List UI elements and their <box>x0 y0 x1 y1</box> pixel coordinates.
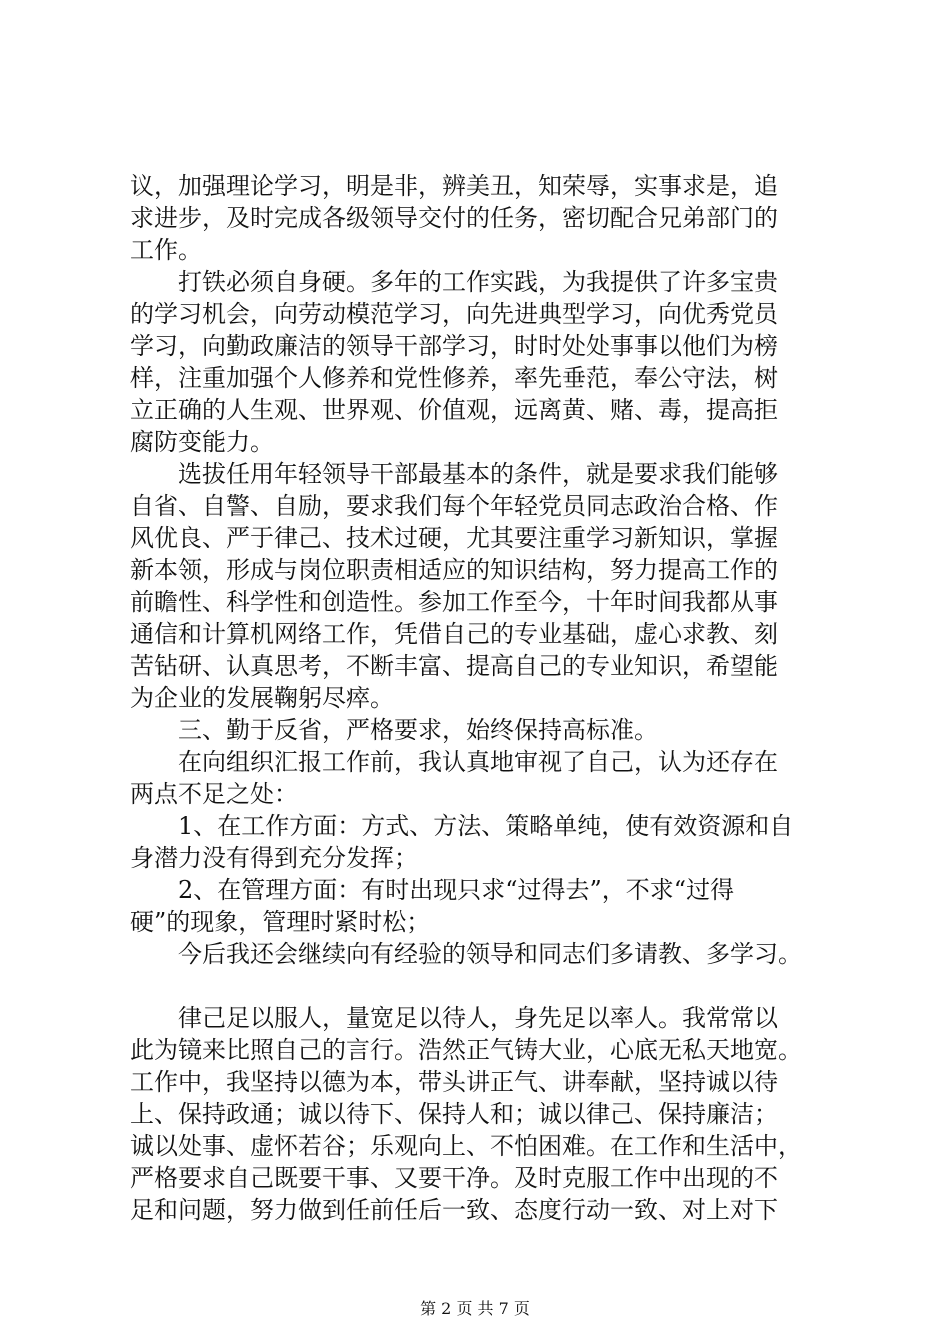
text-line: 身潜力没有得到充分发挥； <box>130 844 418 872</box>
text-line: 求进步，及时完成各级领导交付的任务，密切配合兄弟部门的 <box>130 204 778 232</box>
text-line: 工作。 <box>130 236 202 264</box>
text-line: 的学习机会，向劳动模范学习，向先进典型学习，向优秀党员 <box>130 300 778 328</box>
text-line: 工作中，我坚持以德为本，带头讲正气、讲奉献，坚持诚以待 <box>130 1068 778 1096</box>
text-line: 腐防变能力。 <box>130 428 274 456</box>
text-line: 前瞻性、科学性和创造性。参加工作至今，十年时间我都从事 <box>130 588 778 616</box>
text-line: 今后我还会继续向有经验的领导和同志们多请教、多学习。 <box>130 940 802 968</box>
text-line: 此为镜来比照自己的言行。浩然正气铸大业，心底无私天地宽。 <box>130 1036 802 1064</box>
text-line: 诚以处事、虚怀若谷；乐观向上、不怕困难。在工作和生活中， <box>130 1132 802 1160</box>
text-line: 足和问题，努力做到任前任后一致、态度行动一致、对上对下 <box>130 1196 778 1224</box>
page-number-footer: 第 2 页 共 7 页 <box>420 1299 530 1318</box>
text-line: 打铁必须自身硬。多年的工作实践，为我提供了许多宝贵 <box>130 268 778 296</box>
text-line: 苦钻研、认真思考，不断丰富、提高自己的专业知识，希望能 <box>130 652 778 680</box>
text-line: 新本领，形成与岗位职责相适应的知识结构，努力提高工作的 <box>130 556 778 584</box>
text-line: 选拔任用年轻领导干部最基本的条件，就是要求我们能够 <box>130 460 778 488</box>
body-text <box>130 170 845 1226</box>
text-line: 自省、自警、自励，要求我们每个年轻党员同志政治合格、作 <box>130 492 778 520</box>
text-line: 通信和计算机网络工作，凭借自己的专业基础，虚心求教、刻 <box>130 620 778 648</box>
text-line: 1、在工作方面：方式、方法、策略单纯，使有效资源和自 <box>130 812 794 840</box>
paragraph-gap <box>130 970 845 1002</box>
text-line: 三、勤于反省，严格要求，始终保持高标准。 <box>130 716 658 744</box>
text-line: 在向组织汇报工作前，我认真地审视了自己，认为还存在 <box>130 748 778 776</box>
text-line: 立正确的人生观、世界观、价值观，远离黄、赌、毒，提高拒 <box>130 396 778 424</box>
text-line: 硬”的现象，管理时紧时松； <box>130 908 431 936</box>
text-line: 严格要求自己既要干事、又要干净。及时克服工作中出现的不 <box>130 1164 778 1192</box>
text-line: 议，加强理论学习，明是非，辨美丑，知荣辱，实事求是，追 <box>130 172 778 200</box>
text-line: 2、在管理方面：有时出现只求“过得去”，不求“过得 <box>130 876 735 904</box>
text-line: 样，注重加强个人修养和党性修养，率先垂范，奉公守法，树 <box>130 364 778 392</box>
text-line: 学习，向勤政廉洁的领导干部学习，时时处处事事以他们为榜 <box>130 332 778 360</box>
text-line: 上、保持政通；诚以待下、保持人和；诚以律己、保持廉洁； <box>130 1100 778 1128</box>
text-line: 律己足以服人，量宽足以待人，身先足以率人。我常常以 <box>130 1004 778 1032</box>
text-line: 风优良、严于律己、技术过硬，尤其要注重学习新知识，掌握 <box>130 524 778 552</box>
text-line: 两点不足之处： <box>130 780 298 808</box>
text-line: 为企业的发展鞠躬尽瘁。 <box>130 684 394 712</box>
